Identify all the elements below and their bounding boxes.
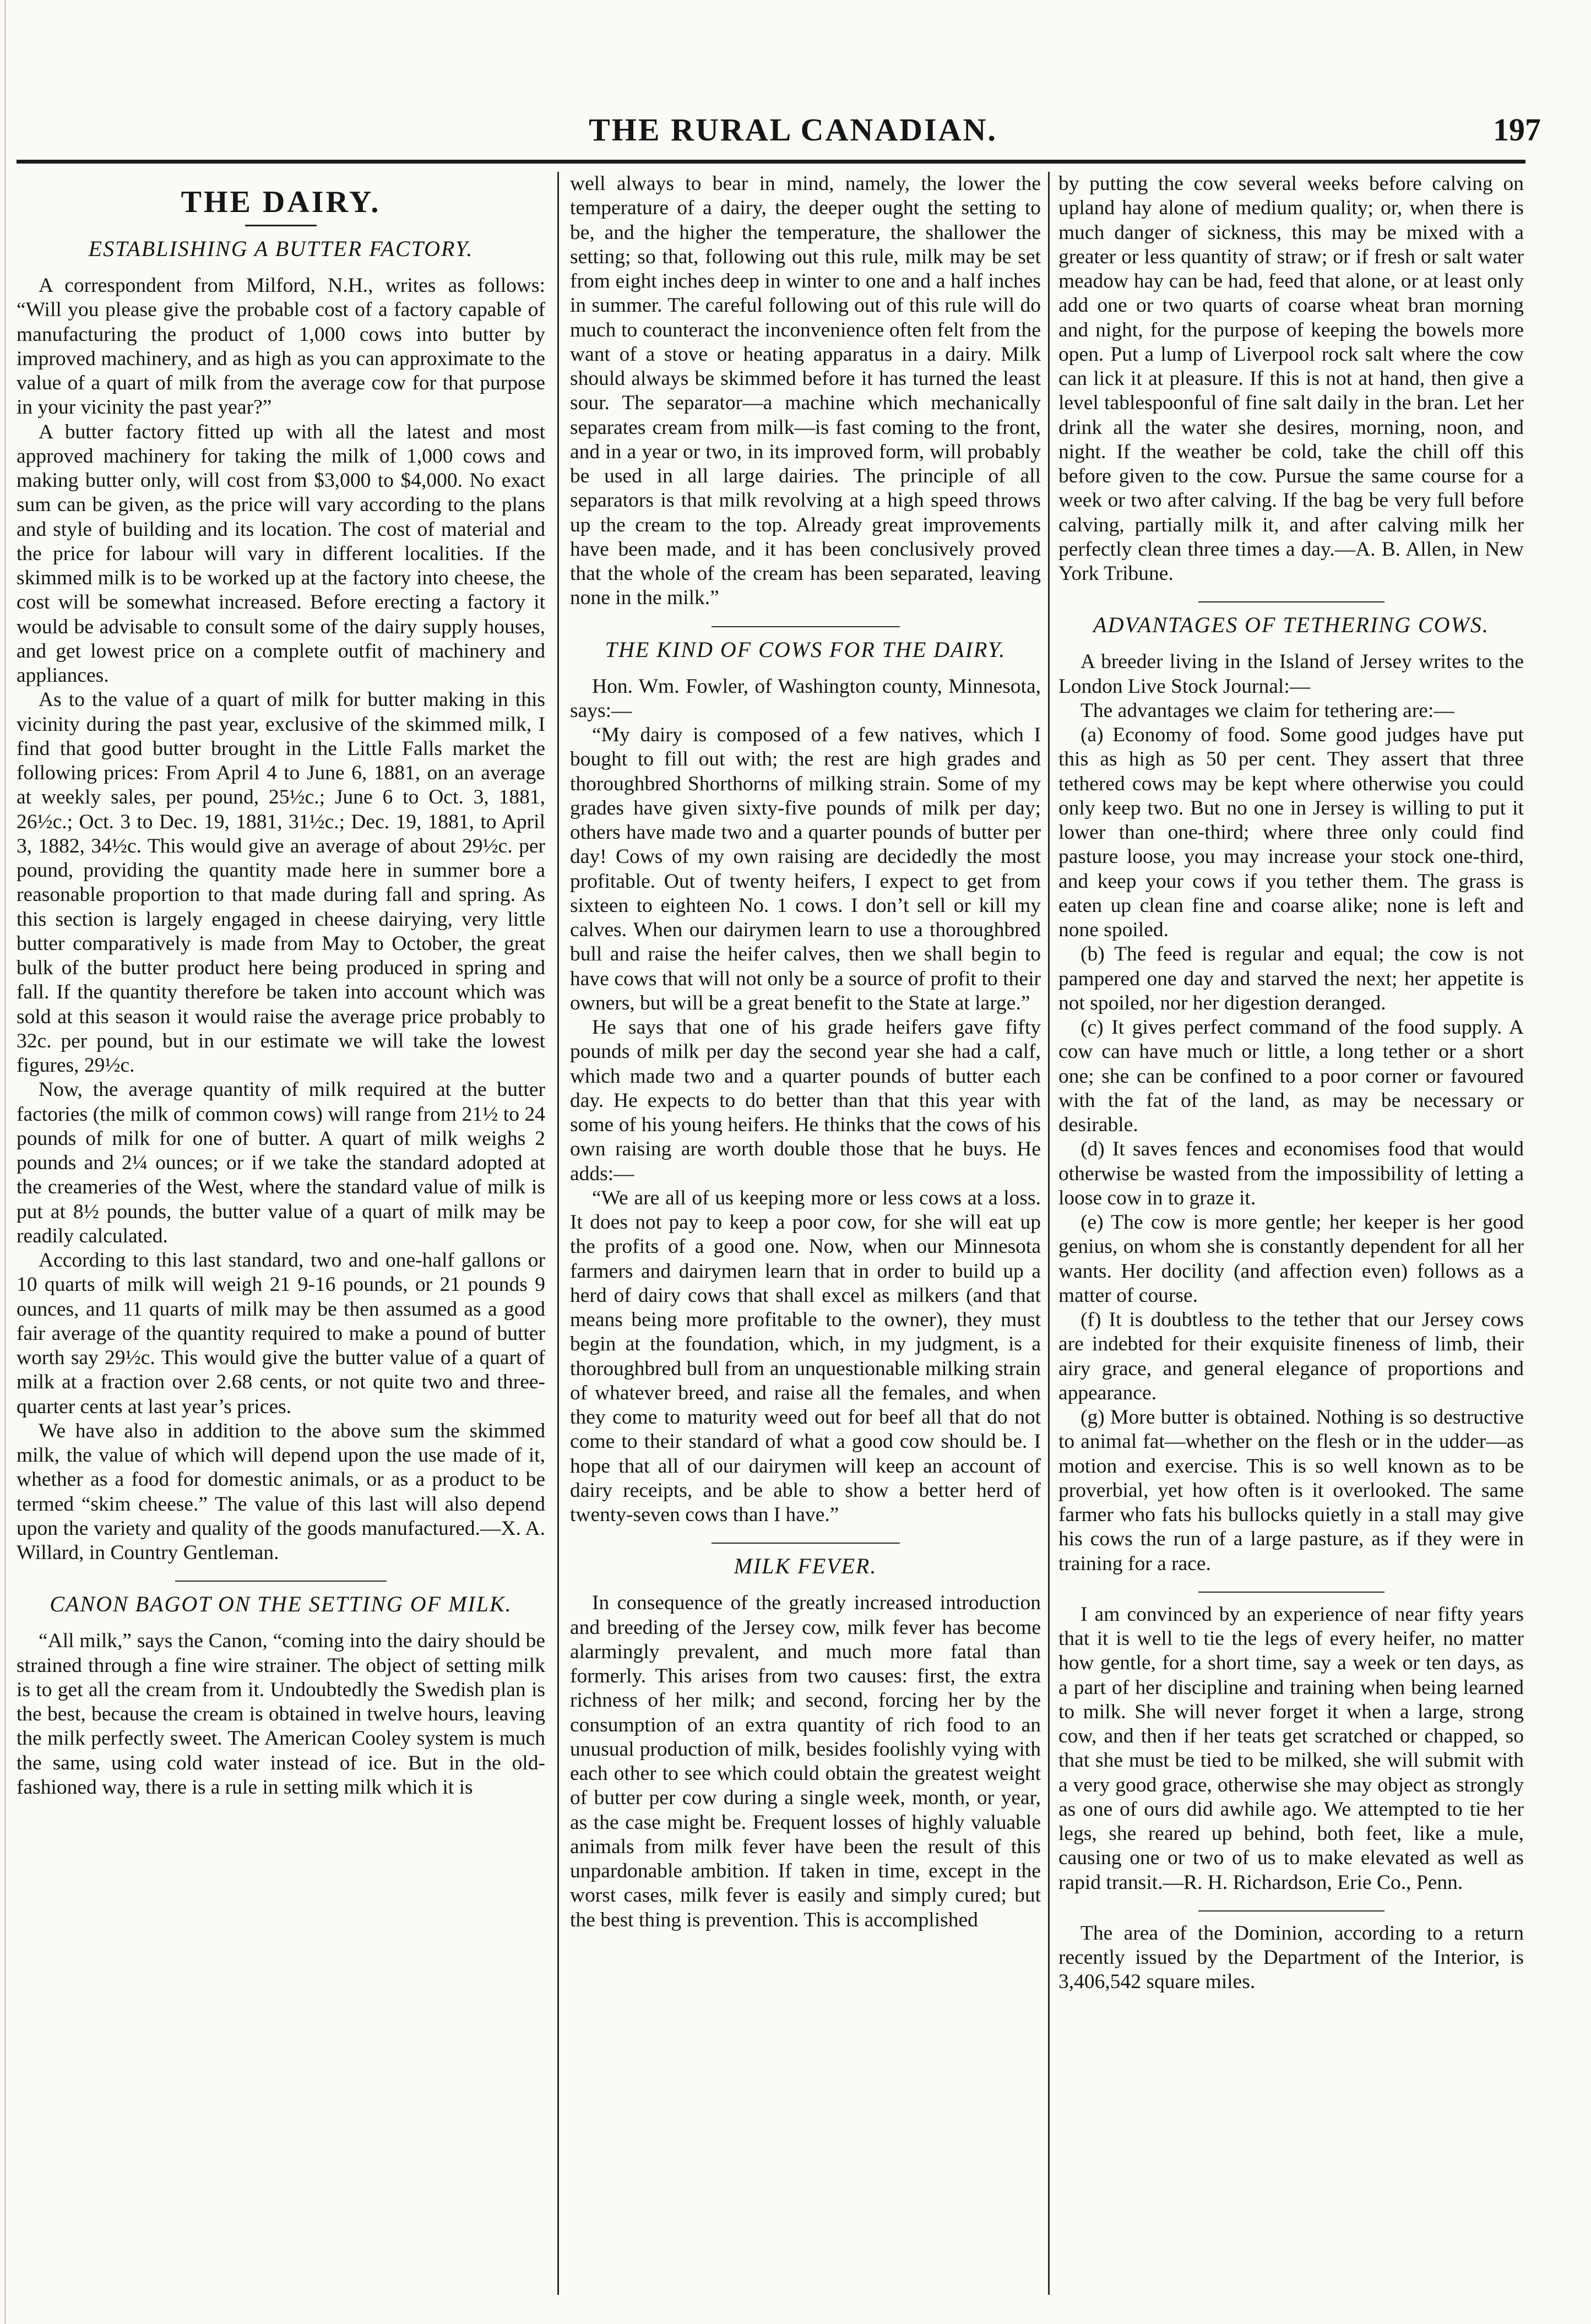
section-rule [1198,1592,1384,1593]
paragraph: The area of the Dominion, according to a return recently issued by the Department of the Interior, is 3,406,542 square miles. [1058,1921,1524,1994]
section-rule [1198,601,1384,602]
paragraph: (a) Economy of food. Some good judges have put this as high as 50 per cent. They assert that three tethered cows may be kept where otherwise you could only keep two. But no one in Jersey is willing to put it lower than one-third; where three only could find pasture loose, you may increase your stock one-third, and keep your cows if you tether them. The grass is eaten up clean fine and coarse alike; none is left and none spoiled. [1058,724,1524,941]
running-title: THE RURAL CANADIAN. [589,112,997,148]
paragraph: (g) More butter is obtained. Nothing is so destructive to animal fat—whether on the flesh or in the udder—as motion and exercise. This is so well known as to be proverbial, yet how often is it overlooked. The same farmer who fats his bullocks quietly in a stall may give his cows the run of a large pasture, as if they were in training for a race. [1058,1406,1524,1575]
paragraph: The advantages we claim for tethering are:— [1080,699,1454,722]
paragraph: (b) The feed is regular and equal; the cow is not pampered one day and starved the next; her appetite is not spoiled, nor her digestion deranged. [1058,943,1524,1014]
paragraph: Hon. Wm. Fowler, of Washington county, Minnesota, says:— [570,675,1041,722]
paragraph: (c) It gives perfect command of the food supply. A cow can have much or little, a long tether or a short one; she can be confined to a poor corner or favoured with the fat of the land, as may be necessary or desirable. [1058,1016,1524,1136]
column-1 [17,172,545,2289]
article-heading-tethering-cows: ADVANTAGES OF TETHERING COWS. [1093,612,1489,638]
article-heading-setting-milk: CANON BAGOT ON THE SETTING OF MILK. [50,1592,512,1617]
paragraph: We have also in addition to the above sum the skimmed milk, the value of which will depend upon the use made of it, whether as a food for domestic animals, or as a product to be termed “skim cheese.” The value of this last will also depend upon the variety and quality of the goods manufactured.—X. A. Willard, in Country Gentleman. [17,1419,545,1565]
article-heading-milk-fever: MILK FEVER. [734,1554,877,1579]
column-rule-2 [1048,172,1050,2295]
paragraph: I am convinced by an experience of near fifty years that it is well to tie the legs of every heifer, no matter how gentle, for a short time, say a week or ten days, as a part of her discipline and training when being learned to milk. She will never forget it when a large, strong cow, and then if her teats get scratched or chapped, so that she must be tied to be milked, she will submit with a very good grace, otherwise she may object as strongly as one of ours did awhile ago. We attempted to tie her legs, she reared up behind, both feet, like a mule, causing one or two of us to make elevated as well as rapid transit.—R. H. Richardson, Erie Co., Penn. [1058,1603,1524,1894]
page-edge [4,0,6,2324]
header-rule [17,160,1525,164]
department-title: THE DAIRY. [181,185,381,219]
paragraph: “We are all of us keeping more or less cows at a loss. It does not pay to keep a poor cow, for she will eat up the profits of a good one. Now, when our Minnesota farmers and dairymen learn that in order to build up a herd of dairy cows that shall excel as milkers (and that means being more profitable to the owner), they must begin at the foundation, which, in my judgment, is a thoroughbred bull from an unquestionable milking strain of whatever breed, and raise all the females, and when they come to maturity weed out for beef all that do not come to their standard of what a good cow should be. I hope that all of our dairymen will keep an account of dairy receipts, and be able to show a better herd of twenty-seven cows than I have.” [570,1186,1041,1526]
paragraph: well always to bear in mind, namely, the lower the temperature of a dairy, the deeper ought the setting to be, and the higher the temperature, the shallower the setting; so that, following out this rule, milk may be set from eight inches deep in winter to one and a half inches in summer. The careful following out of this rule will do much to counteract the inconvenience often felt from the want of a stove or heating apparatus in a dairy. Milk should always be skimmed before it has turned the least sour. The separator—a machine which mechanically separates cream from milk—is fast coming to the front, and in a year or two, in its improved form, will probably be used in all large dairies. The principle of all separators is that milk revolving at a high speed throws up the cream to the top. Already great improvements have been made, and it has been conclusively proved that the whole of the cream has been separated, leaving none in the milk.” [570,172,1041,610]
article-heading-kind-of-cows: THE KIND OF COWS FOR THE DAIRY. [605,637,1006,662]
page-number: 197 [1493,112,1541,148]
paragraph: According to this last standard, two and one-half gallons or 10 quarts of milk will weigh 21 9-16 pounds, or 21 pounds 9 ounces, and 11 quarts of milk may be then assumed as a good fair average of the quantity required to make a pound of butter worth say 29½c. This would give the butter value of a quart of milk at a fraction over 2.68 cents, or not quite two and three-quarter cents at last year’s prices. [17,1249,545,1418]
page-header [17,104,1570,159]
section-rule [175,1581,387,1582]
title-rule [245,225,317,226]
column-2 [570,172,1041,2289]
paragraph: “All milk,” says the Canon, “coming into the dairy should be strained through a fine wire strainer. The object of setting milk is to get all the cream from it. Undoubtedly the Swedish plan is the best, because the cream is obtained in twelve hours, leaving the milk perfectly sweet. The American Cooley system is much the same, using cold water instead of ice. But in the old-fashioned way, there is a rule in setting milk which it is [17,1630,545,1799]
paragraph: A correspondent from Milford, N.H., writes as follows: “Will you please give the probable cost of a factory capable of manufacturing the product of 1,000 cows into butter by improved machinery, and as high as you can approximate to the value of a quart of milk from the average cow for that purpose in your vicinity the past year?” [17,274,545,419]
paragraph: As to the value of a quart of milk for butter making in this vicinity during the past year, exclusive of the skimmed milk, I find that good butter brought in the Little Falls market the following prices: From April 4 to June 6, 1881, on an average at weekly sales, per pound, 25½c.; June 6 to Oct. 3, 1881, 26½c.; Oct. 3 to Dec. 19, 1881, 31½c.; Dec. 19, 1881, to April 3, 1882, 34½c. This would give an average of about 29½c. per pound, providing the quantity made here in summer bore a reasonable proportion to that made during fall and spring. As this section is largely engaged in cheese dairying, very little butter comparatively is made from May to October, the great bulk of the butter product here being produced in spring and fall. If the quantity therefore be taken into account which was sold at this season it would raise the average price probably to 32c. per pound, but in our estimate we will take the lowest figures, 29½c. [17,688,545,1077]
section-rule [712,1543,900,1544]
paragraph: (d) It saves fences and economises food that would otherwise be wasted from the impossibility of letting a loose cow in to graze it. [1058,1138,1524,1209]
paragraph: (e) The cow is more gentle; her keeper is her good genius, on whom she is constantly dependent for all her wants. Her docility (and affection even) follows as a matter of course. [1058,1211,1524,1307]
column-rule-1 [557,172,559,2295]
section-rule [1198,1910,1384,1912]
paragraph: by putting the cow several weeks before calving on upland hay alone of medium quality; or, when there is much danger of sickness, this may be mixed with a greater or less quantity of straw; or if fresh or salt water meadow hay can be had, feed that alone, or at least only add one or two quarts of coarse wheat bran morning and night, for the purpose of keeping the bowels more open. Put a lump of Liverpool rock salt where the cow can lick it at pleasure. If this is not at hand, then give a level tablespoonful of fine salt daily in the bran. Let her drink all the water she desires, morning, noon, and night. If the weather be cold, take the chill off this before given to the cow. Pursue the same course for a week or two after calving. If the bag be very full before calving, partially milk it, and after calving milk her perfectly clean three times a day.—A. B. Allen, in New York Tribune. [1058,172,1524,585]
paragraph: A breeder living in the Island of Jersey writes to the London Live Stock Journal:— [1058,650,1524,698]
paragraph: A butter factory fitted up with all the latest and most approved machinery for taking the milk of 1,000 cows and making butter only, will cost from $3,000 to $4,000. No exact sum can be given, as the price will vary according to the plans and style of building and its location. The cost of material and the price for labour will vary in different localities. If the skimmed milk is to be worked up at the factory into cheese, the cost will be somewhat increased. Before erecting a factory it would be advisable to consult some of the dairy supply houses, and get lowest price on a complete outfit of machinery and appliances. [17,420,545,687]
column-3 [1058,172,1524,2289]
section-rule [712,626,900,627]
paragraph: (f) It is doubtless to the tether that our Jersey cows are indebted for their exquisite fineness of limb, their airy grace, and general elegance of proportions and appearance. [1058,1308,1524,1404]
paragraph: “My dairy is composed of a few natives, which I bought to fill out with; the rest are high grades and thoroughbred Shorthorns of milking strain. Some of my grades have given sixty-five pounds of milk per day; others have made two and a quarter pounds of butter per day! Cows of my own raising are decidedly the most profitable. Out of twenty heifers, I expect to get from sixteen to eighteen No. 1 cows. I don’t sell or kill my calves. When our dairymen learn to use a thoroughbred bull and raise the heifer calves, then we shall begin to have cows that will not only be a source of profit to their owners, but will be a great benefit to the State at large.” [570,724,1041,1014]
article-heading-butter-factory: ESTABLISHING A BUTTER FACTORY. [88,236,474,262]
paragraph: In consequence of the greatly increased introduction and breeding of the Jersey cow, milk fever has become alarmingly prevalent, and much more fatal than formerly. This arises from two causes: first, the extra richness of her milk; and second, forcing her by the consumption of an extra quantity of rich food to an unusual production of milk, besides foolishly vying with each other to see which could obtain the greatest weight of butter per cow during a single week, month, or year, as the case might be. Frequent losses of highly valuable animals from milk fever have been the result of this unpardonable ambition. If taken in time, except in the worst cases, milk fever is easily and simply cured; but the best thing is prevention. This is accomplished [570,1592,1041,1931]
paragraph: He says that one of his grade heifers gave fifty pounds of milk per day the second year she had a calf, which made two and a quarter pounds of butter each day. He expects to do better than that this year with some of his young heifers. He thinks that the cows of his own raising are worth double those that he buys. He adds:— [570,1016,1041,1185]
paragraph: Now, the average quantity of milk required at the butter factories (the milk of common cows) will range from 21½ to 24 pounds of milk for one of butter. A quart of milk weighs 2 pounds and 2¼ ounces; or if we take the standard adopted at the creameries of the West, where the standard value of milk is put at 8½ pounds, the butter value of a quart of milk may be readily calculated. [17,1078,545,1247]
